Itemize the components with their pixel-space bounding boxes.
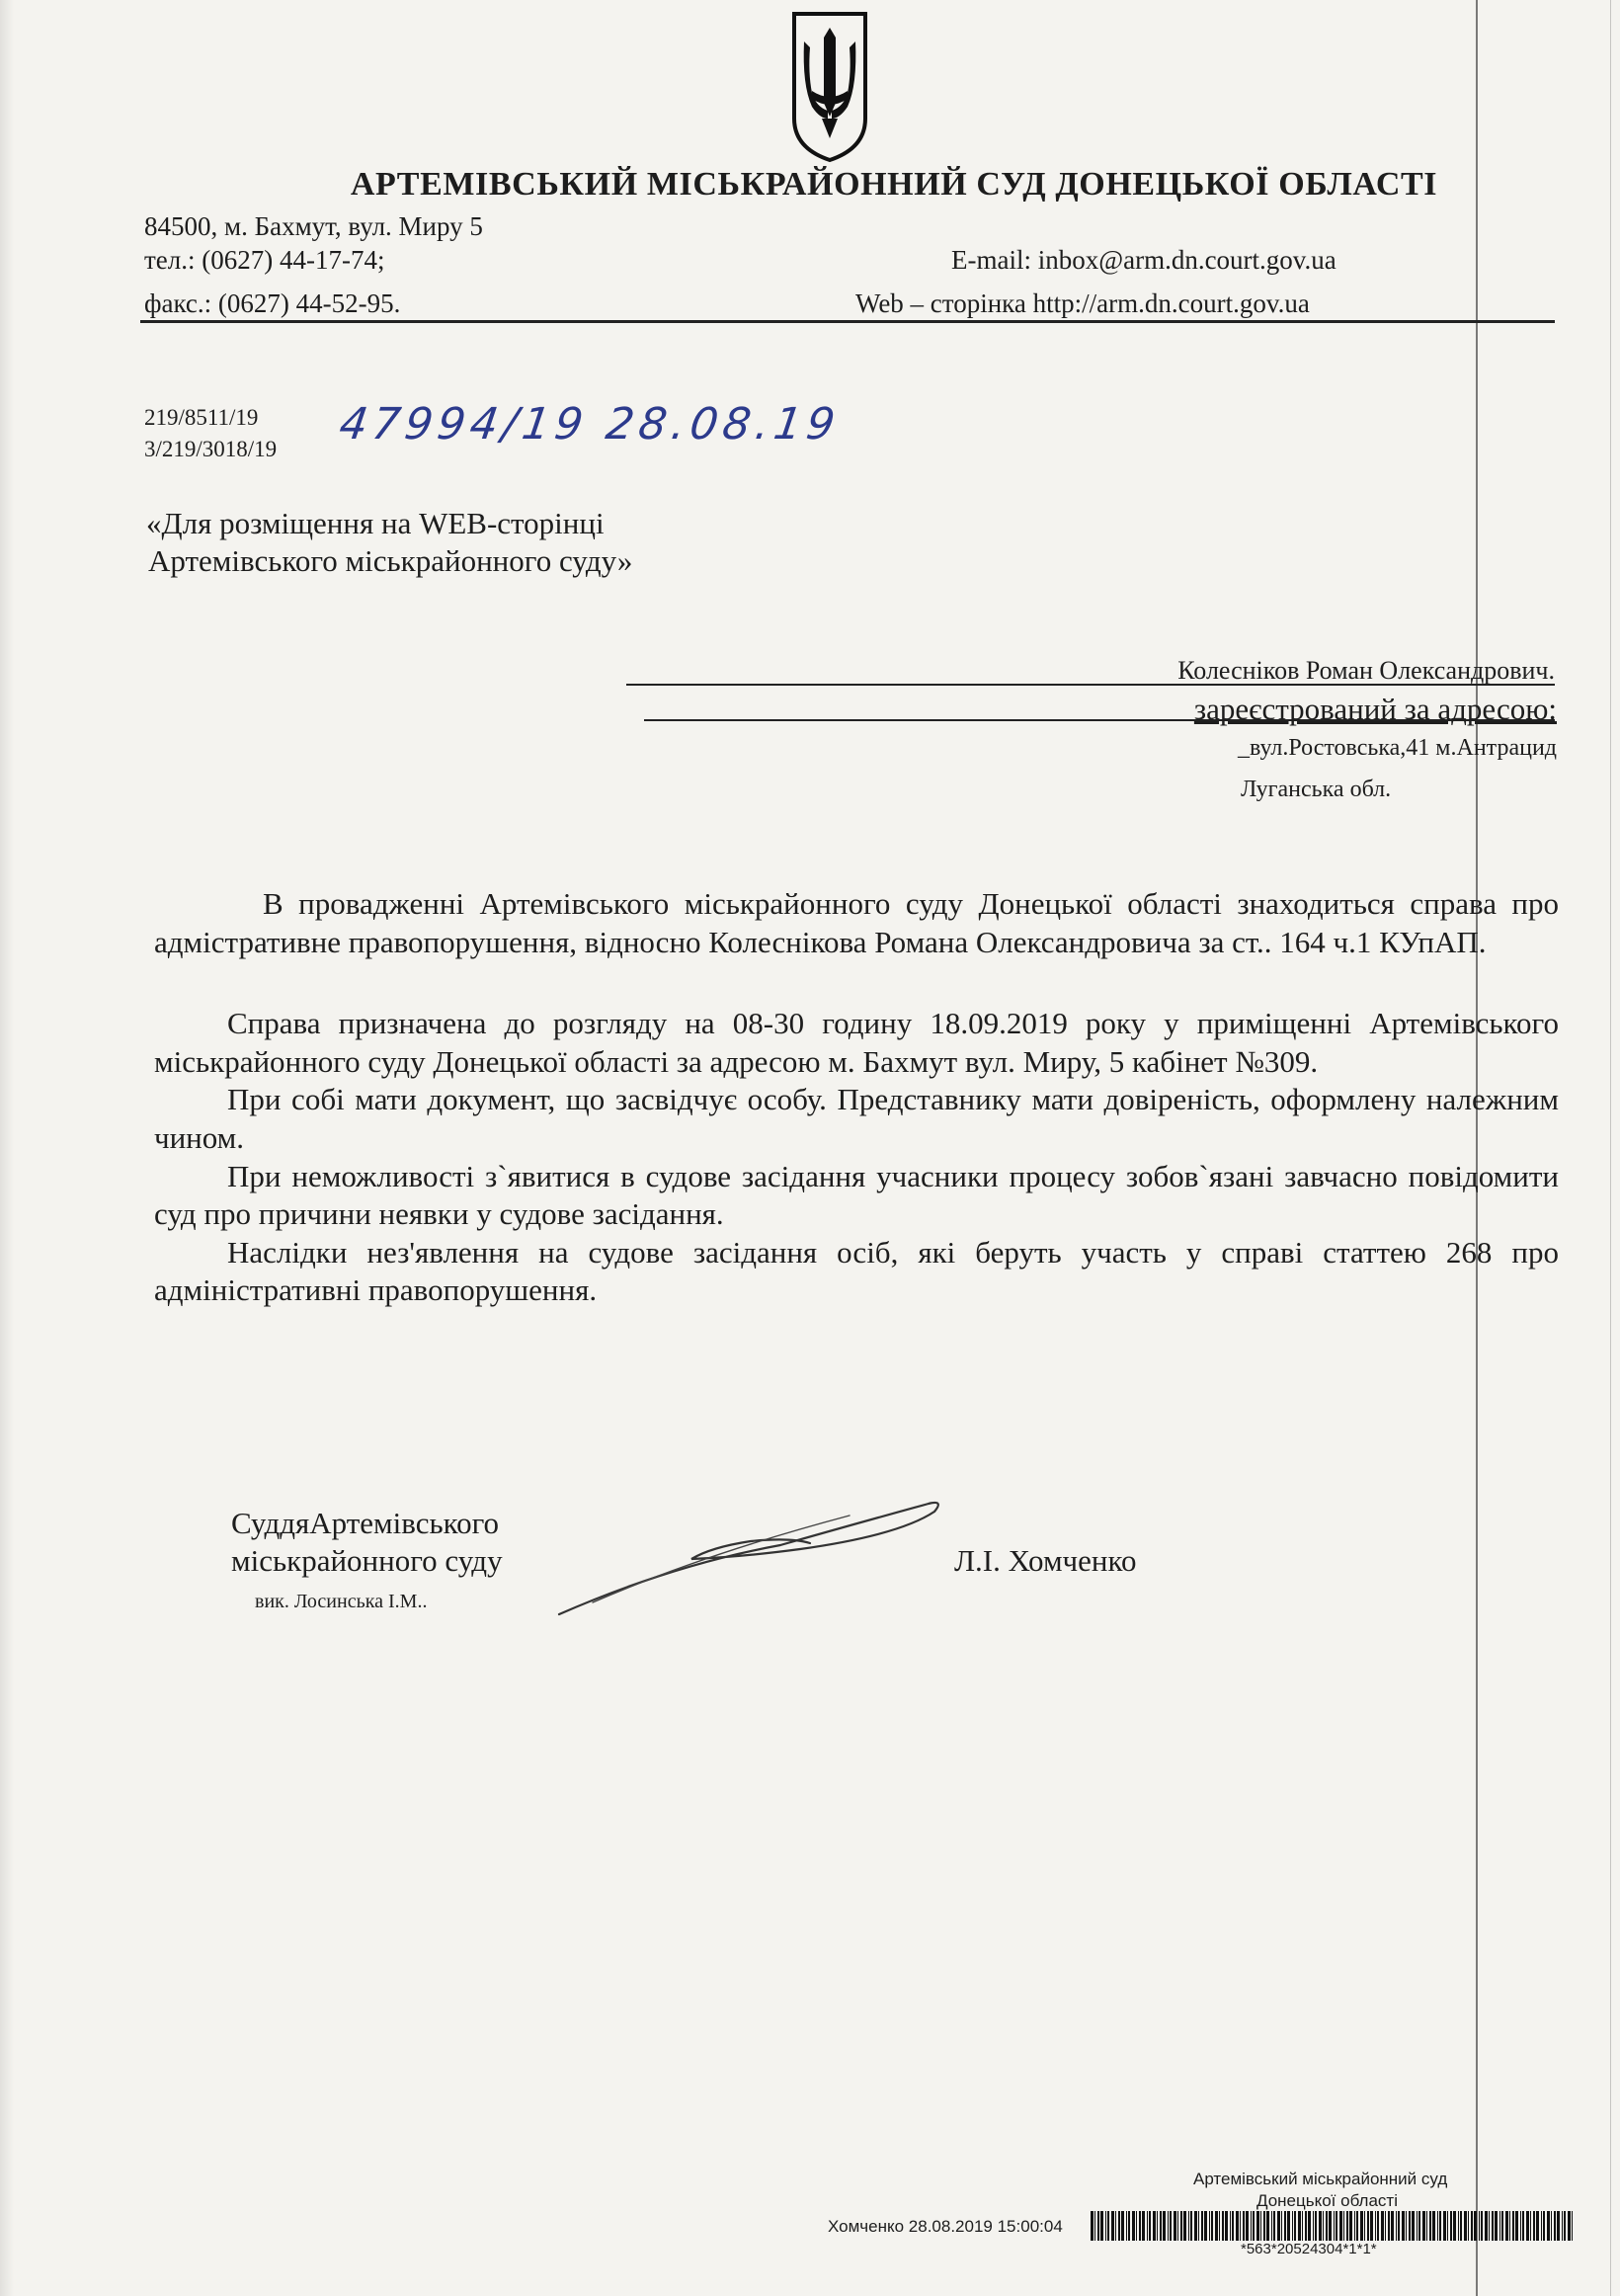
barcode-bar: [1375, 2211, 1376, 2241]
barcode-bar: [1541, 2211, 1542, 2241]
barcode-bar: [1509, 2211, 1510, 2241]
barcode-bar: [1225, 2211, 1228, 2241]
barcode-bar: [1100, 2211, 1103, 2241]
barcode-bar: [1157, 2211, 1158, 2241]
barcode-bar: [1126, 2211, 1127, 2241]
barcode-bar: [1091, 2211, 1094, 2241]
barcode-bar: [1505, 2211, 1508, 2241]
barcode-bar: [1263, 2211, 1265, 2241]
recipient-registered-label: зареєстрований за адресою:: [1193, 692, 1557, 726]
court-phone: тел.: (0627) 44-17-74;: [144, 245, 385, 275]
paragraph-case: В провадженні Артемівського міськрайонного суду Донецької області знаходиться справа про адмістративне правопорушення, відносно Колеснікова Романа Олександровича за ст.. 164 ч.1 КУпАП.: [154, 886, 1559, 959]
barcode-bar: [1107, 2211, 1109, 2241]
court-address: 84500, м. Бахмут, вул. Миру 5: [144, 211, 483, 241]
barcode-bar: [1489, 2211, 1490, 2241]
barcode-bar: [1481, 2211, 1483, 2241]
recipient-region: Луганська обл.: [1241, 777, 1392, 802]
barcode-bar: [1499, 2211, 1500, 2241]
barcode-bar: [1219, 2211, 1220, 2241]
publication-note-line1: «Для розміщення на WEB-сторінці: [146, 506, 605, 540]
barcode-bar: [1326, 2211, 1328, 2241]
barcode-bar: [1432, 2211, 1435, 2241]
barcode-bar: [1391, 2211, 1394, 2241]
barcode-bar: [1343, 2211, 1344, 2241]
barcode-bar: [1177, 2211, 1178, 2241]
barcode-text: *563*20524304*1*1*: [1241, 2241, 1377, 2257]
barcode-bar: [1364, 2211, 1365, 2241]
barcode-bar: [1236, 2211, 1239, 2241]
barcode-bar: [1170, 2211, 1172, 2241]
barcode-bar: [1271, 2211, 1272, 2241]
stamp-signed-by: Хомченко 28.08.2019 15:00:04: [828, 2217, 1063, 2236]
paragraph-hearing: Справа призначена до розгляду на 08-30 годину 18.09.2019 року у приміщенні Артемівського міськрайонного суду Донецької області за адресою м. Бахмут вул. Миру, 5 кабінет №309.: [154, 1006, 1559, 1079]
trident-emblem-icon: [788, 8, 871, 164]
barcode-bar: [1277, 2211, 1280, 2241]
barcode-bar: [1533, 2211, 1535, 2241]
barcode-bar: [1163, 2211, 1166, 2241]
barcode-bar: [1142, 2211, 1145, 2241]
barcode-bar: [1215, 2211, 1218, 2241]
barcode-bar: [1132, 2211, 1135, 2241]
judge-title-line1: СуддяАртемівського: [231, 1506, 500, 1540]
court-website: Web – сторінка http://arm.dn.court.gov.ua: [855, 288, 1310, 318]
barcode-bar: [1526, 2211, 1529, 2241]
barcode-bar: [1381, 2211, 1384, 2241]
barcode-bar: [1153, 2211, 1156, 2241]
barcode-bar: [1180, 2211, 1182, 2241]
barcode-bar: [1251, 2211, 1252, 2241]
barcode-bar: [1426, 2211, 1427, 2241]
barcode-bar: [1409, 2211, 1411, 2241]
barcode-bar: [1385, 2211, 1386, 2241]
barcode: [1091, 2211, 1577, 2241]
barcode-bar: [1094, 2211, 1095, 2241]
judge-name: Л.І. Хомченко: [954, 1543, 1137, 1578]
barcode-bar: [1447, 2211, 1448, 2241]
barcode-bar: [1232, 2211, 1234, 2241]
barcode-bar: [1418, 2211, 1420, 2241]
judge-title-line2: міськрайонного суду: [231, 1543, 503, 1578]
barcode-bar: [1412, 2211, 1415, 2241]
barcode-bar: [1468, 2211, 1469, 2241]
barcode-bar: [1305, 2211, 1307, 2241]
barcode-bar: [1256, 2211, 1259, 2241]
barcode-bar: [1492, 2211, 1494, 2241]
barcode-bar: [1464, 2211, 1467, 2241]
barcode-bar: [1346, 2211, 1348, 2241]
executor-note: вик. Лосинська І.М..: [255, 1591, 428, 1612]
barcode-bar: [1139, 2211, 1141, 2241]
barcode-bar: [1453, 2211, 1456, 2241]
barcode-bar: [1512, 2211, 1514, 2241]
barcode-bar: [1294, 2211, 1296, 2241]
barcode-bar: [1204, 2211, 1207, 2241]
barcode-bar: [1568, 2211, 1571, 2241]
barcode-bar: [1367, 2211, 1369, 2241]
recipient-street: _вул.Ростовська,41 м.Антрацид: [1237, 735, 1557, 761]
barcode-bar: [1547, 2211, 1550, 2241]
court-name-heading: АРТЕМІВСЬКИЙ МІСЬКРАЙОННИЙ СУД ДОНЕЦЬКОЇ ОБЛАСТІ: [350, 166, 1438, 203]
barcode-bar: [1474, 2211, 1477, 2241]
barcode-bar: [1356, 2211, 1358, 2241]
barcode-bar: [1315, 2211, 1317, 2241]
barcode-bar: [1437, 2211, 1438, 2241]
barcode-bar: [1188, 2211, 1189, 2241]
barcode-bar: [1572, 2211, 1573, 2241]
barcode-bar: [1402, 2211, 1405, 2241]
barcode-bar: [1253, 2211, 1255, 2241]
barcode-bar: [1471, 2211, 1473, 2241]
barcode-bar: [1388, 2211, 1390, 2241]
barcode-bar: [1543, 2211, 1545, 2241]
barcode-bar: [1174, 2211, 1176, 2241]
barcode-bar: [1190, 2211, 1192, 2241]
barcode-bar: [1198, 2211, 1199, 2241]
barcode-bar: [1458, 2211, 1459, 2241]
scan-edge-line-right: [1610, 0, 1611, 2296]
barcode-bar: [1564, 2211, 1566, 2241]
barcode-bar: [1370, 2211, 1373, 2241]
barcode-bar: [1557, 2211, 1560, 2241]
barcode-bar: [1230, 2211, 1231, 2241]
barcode-bar: [1554, 2211, 1556, 2241]
barcode-bar: [1522, 2211, 1524, 2241]
barcode-bar: [1485, 2211, 1488, 2241]
notice-body: [154, 885, 1559, 1310]
barcode-bar: [1298, 2211, 1301, 2241]
barcode-bar: [1530, 2211, 1531, 2241]
barcode-bar: [1308, 2211, 1311, 2241]
barcode-bar: [1111, 2211, 1114, 2241]
barcode-bar: [1329, 2211, 1332, 2241]
barcode-bar: [1562, 2211, 1563, 2241]
barcode-bar: [1398, 2211, 1400, 2241]
barcode-bar: [1396, 2211, 1397, 2241]
barcode-bar: [1501, 2211, 1503, 2241]
barcode-bar: [1266, 2211, 1269, 2241]
barcode-bar: [1136, 2211, 1137, 2241]
stamp-court-line1: Артемівський міськрайонний суд: [1193, 2170, 1448, 2188]
case-number: 219/8511/19: [144, 405, 259, 430]
barcode-bar: [1417, 2211, 1418, 2241]
barcode-bar: [1439, 2211, 1441, 2241]
proceeding-number: 3/219/3018/19: [144, 437, 278, 461]
barcode-bar: [1429, 2211, 1431, 2241]
barcode-bar: [1443, 2211, 1446, 2241]
paragraph-documents: При собі мати документ, що засвідчує особу. Представнику мати довіреність, оформлену належним чином.: [154, 1082, 1559, 1155]
barcode-bar: [1495, 2211, 1498, 2241]
barcode-bar: [1194, 2211, 1197, 2241]
barcode-bar: [1287, 2211, 1290, 2241]
barcode-bar: [1168, 2211, 1169, 2241]
barcode-bar: [1302, 2211, 1303, 2241]
barcode-bar: [1273, 2211, 1275, 2241]
stamp-court-line2: Донецької області: [1256, 2191, 1398, 2210]
barcode-bar: [1551, 2211, 1552, 2241]
barcode-bar: [1240, 2211, 1241, 2241]
recipient-name: Колесніков Роман Олександрович.: [1177, 656, 1555, 685]
barcode-bar: [1149, 2211, 1151, 2241]
barcode-bar: [1334, 2211, 1335, 2241]
barcode-bar: [1515, 2211, 1518, 2241]
barcode-bar: [1520, 2211, 1521, 2241]
barcode-bar: [1183, 2211, 1186, 2241]
barcode-bar: [1354, 2211, 1355, 2241]
paragraph-consequences: Наслідки нез'явлення на судове засідання осіб, які беруть участь у справі статтею 268 про адміністративні правопорушення.: [154, 1234, 1559, 1308]
barcode-bar: [1284, 2211, 1286, 2241]
barcode-bar: [1377, 2211, 1379, 2241]
barcode-bar: [1105, 2211, 1106, 2241]
barcode-bar: [1209, 2211, 1210, 2241]
barcode-bar: [1260, 2211, 1261, 2241]
barcode-bar: [1336, 2211, 1337, 2241]
court-email: E-mail: inbox@arm.dn.court.gov.ua: [951, 245, 1336, 275]
barcode-bar: [1121, 2211, 1124, 2241]
barcode-bar: [1097, 2211, 1099, 2241]
barcode-bar: [1536, 2211, 1539, 2241]
barcode-bar: [1313, 2211, 1314, 2241]
barcode-bar: [1422, 2211, 1425, 2241]
barcode-bar: [1406, 2211, 1407, 2241]
publication-note-line2: Артемівського міськрайонного суду»: [148, 543, 633, 578]
barcode-bar: [1339, 2211, 1342, 2241]
scan-shadow: [0, 0, 14, 2296]
barcode-bar: [1460, 2211, 1462, 2241]
handwritten-signature: [553, 1486, 948, 1624]
barcode-bar: [1292, 2211, 1293, 2241]
barcode-bar: [1281, 2211, 1282, 2241]
barcode-bar: [1323, 2211, 1324, 2241]
paragraph-absence: При неможливості з`явитися в судове засідання учасники процесу зобов`язані завчасно повідомити суд про причини неявки у судове засідання.: [154, 1158, 1559, 1232]
barcode-bar: [1222, 2211, 1224, 2241]
barcode-bar: [1243, 2211, 1245, 2241]
court-fax: факс.: (0627) 44-52-95.: [144, 288, 401, 318]
barcode-bar: [1115, 2211, 1116, 2241]
barcode-bar: [1118, 2211, 1120, 2241]
handwritten-registration: 47994/19 28.08.19: [336, 399, 844, 450]
barcode-bar: [1147, 2211, 1148, 2241]
barcode-bar: [1128, 2211, 1130, 2241]
barcode-bar: [1360, 2211, 1363, 2241]
barcode-bar: [1246, 2211, 1249, 2241]
barcode-bar: [1479, 2211, 1480, 2241]
barcode-bar: [1211, 2211, 1213, 2241]
header-divider: [140, 320, 1555, 323]
barcode-bar: [1201, 2211, 1203, 2241]
barcode-bar: [1319, 2211, 1322, 2241]
barcode-bar: [1349, 2211, 1352, 2241]
barcode-bar: [1160, 2211, 1162, 2241]
barcode-bar: [1450, 2211, 1452, 2241]
